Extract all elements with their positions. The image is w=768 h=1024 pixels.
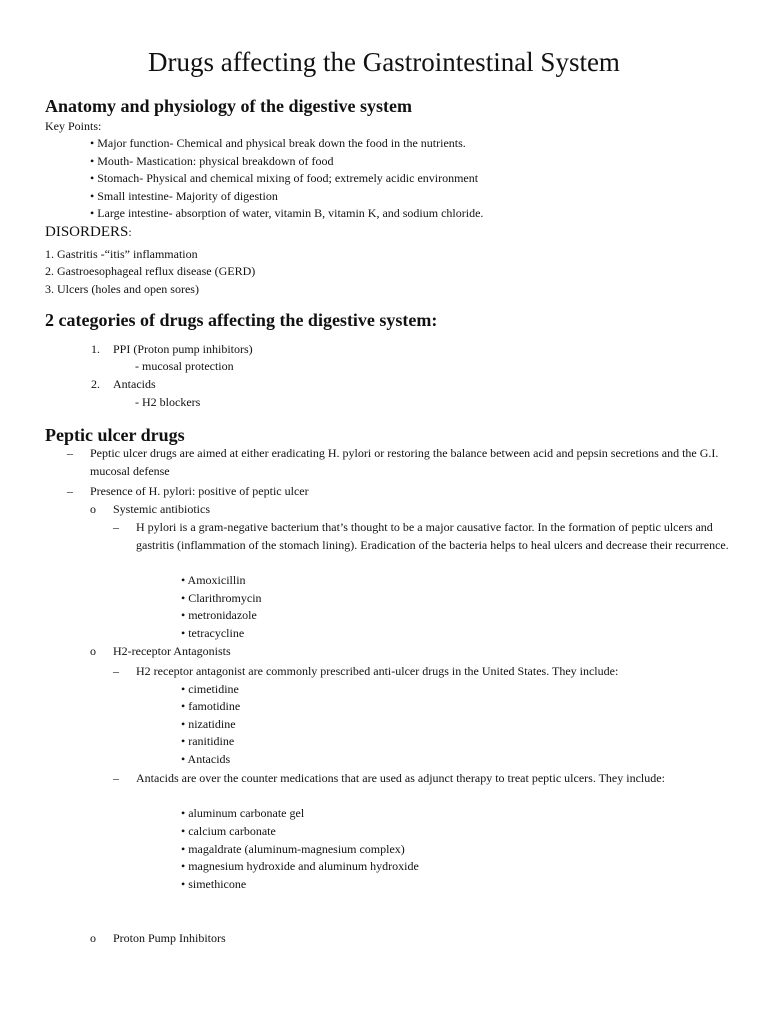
- category-number: 2.: [91, 377, 100, 391]
- drug-name: cimetidine: [188, 682, 239, 696]
- bullet-icon: •: [181, 717, 186, 731]
- drug-item: [181, 681, 239, 699]
- drug-item: [181, 876, 246, 894]
- drug-item: [181, 858, 419, 876]
- bullet-icon: •: [90, 171, 95, 185]
- bullet-icon: •: [181, 591, 186, 605]
- drug-name: tetracycline: [188, 626, 245, 640]
- antacids-text: Antacids are over the counter medications that are used as adjunct therapy to treat peptic ulcers. They include:: [136, 771, 665, 785]
- category-number: 1.: [91, 342, 100, 356]
- drug-name: metronidazole: [188, 608, 257, 622]
- document-title: Drugs affecting the Gastrointestinal System: [148, 47, 620, 77]
- drug-name: Clarithromycin: [188, 591, 262, 605]
- category-sub-item: [135, 358, 234, 376]
- drug-item: [181, 572, 246, 590]
- bullet-icon: •: [181, 824, 186, 838]
- bullet-icon: •: [181, 734, 186, 748]
- category-label: Antacids: [113, 377, 156, 391]
- drug-name: ranitidine: [188, 734, 235, 748]
- drug-item: [181, 805, 304, 823]
- key-point-item: [90, 205, 483, 223]
- categories-heading: 2 categories of drugs affecting the digestive system:: [45, 310, 438, 330]
- key-point-item: [90, 135, 466, 153]
- drug-item: [181, 698, 240, 716]
- disorder-item: 3. Ulcers (holes and open sores): [45, 282, 199, 296]
- bullet-icon: •: [90, 154, 95, 168]
- peptic-heading: Peptic ulcer drugs: [45, 425, 185, 445]
- dash-marker: –: [113, 664, 119, 678]
- key-point-item: [90, 153, 334, 171]
- bullet-icon: •: [181, 842, 186, 856]
- h2-antagonists-label: H2-receptor Antagonists: [113, 644, 231, 658]
- key-point-text: Large intestine- absorption of water, vitamin B, vitamin K, and sodium chloride.: [97, 206, 484, 220]
- peptic-intro: Peptic ulcer drugs are aimed at either eradicating H. pylori or restoring the balance between acid and pepsin secretions and the G.I. mucosal defense: [90, 446, 719, 478]
- circle-bullet: o: [90, 502, 96, 516]
- ppi-label: Proton Pump Inhibitors: [113, 931, 226, 945]
- key-point-item: [90, 170, 478, 188]
- drug-name: magaldrate (aluminum-magnesium complex): [188, 842, 405, 856]
- bullet-icon: •: [181, 806, 186, 820]
- disorders-heading-text: DISORDERS: [45, 224, 129, 240]
- disorder-item: 2. Gastroesophageal reflux disease (GERD): [45, 264, 256, 278]
- bullet-icon: •: [181, 752, 186, 766]
- peptic-presence: Presence of H. pylori: positive of peptic ulcer: [90, 484, 309, 498]
- drug-item: [181, 716, 236, 734]
- key-points-label: Key Points:: [45, 119, 102, 133]
- anatomy-heading: Anatomy and physiology of the digestive system: [45, 96, 413, 116]
- bullet-icon: •: [90, 136, 95, 150]
- dash-marker: –: [67, 484, 73, 498]
- drug-item: [181, 607, 257, 625]
- bullet-icon: •: [181, 573, 186, 587]
- systemic-antibiotics-text: H pylori is a gram-negative bacterium that’s thought to be a major causative factor. In the formation of peptic ulcers and gastritis (inflammation of the stomach lining). Eradication of the bacteria helps to heal ulcers and decrease their recurrence.: [136, 520, 729, 552]
- key-point-text: Major function- Chemical and physical break down the food in the nutrients.: [97, 136, 466, 150]
- systemic-antibiotics-label: Systemic antibiotics: [113, 502, 210, 516]
- disorders-heading: [45, 222, 132, 242]
- drug-name: Antacids: [187, 752, 231, 766]
- category-sub-text: H2 blockers: [142, 395, 201, 409]
- dash-marker: –: [67, 446, 73, 460]
- bullet-icon: •: [181, 608, 186, 622]
- disorders-colon: :: [128, 225, 132, 239]
- key-point-item: [90, 188, 278, 206]
- drug-name: nizatidine: [188, 717, 236, 731]
- dash-marker: –: [113, 520, 119, 534]
- dash-marker: –: [113, 771, 119, 785]
- drug-name: Amoxicillin: [187, 573, 246, 587]
- h2-antagonists-text: H2 receptor antagonist are commonly prescribed anti-ulcer drugs in the United States. They include:: [136, 664, 619, 678]
- category-label: PPI (Proton pump inhibitors): [113, 342, 253, 356]
- bullet-icon: •: [181, 699, 186, 713]
- drug-name: aluminum carbonate gel: [188, 806, 305, 820]
- dash-marker: -: [135, 359, 139, 373]
- key-point-text: Stomach- Physical and chemical mixing of food; extremely acidic environment: [97, 171, 479, 185]
- dash-marker: -: [135, 395, 139, 409]
- circle-bullet: o: [90, 931, 96, 945]
- category-sub-item: [135, 394, 200, 412]
- bullet-icon: •: [181, 626, 186, 640]
- bullet-icon: •: [90, 189, 95, 203]
- bullet-icon: •: [181, 859, 186, 873]
- drug-item: [181, 625, 244, 643]
- drug-item: [181, 823, 276, 841]
- drug-item: [181, 590, 262, 608]
- drug-name: simethicone: [188, 877, 247, 891]
- bullet-icon: •: [181, 877, 186, 891]
- bullet-icon: •: [181, 682, 186, 696]
- disorder-item: 1. Gastritis -“itis” inflammation: [45, 247, 198, 261]
- drug-item: [181, 733, 234, 751]
- category-sub-text: mucosal protection: [142, 359, 234, 373]
- drug-name: magnesium hydroxide and aluminum hydroxide: [188, 859, 419, 873]
- drug-item: [181, 841, 405, 859]
- drug-item: [181, 751, 230, 769]
- bullet-icon: •: [90, 206, 95, 220]
- key-point-text: Mouth- Mastication: physical breakdown of food: [97, 154, 334, 168]
- drug-name: calcium carbonate: [188, 824, 276, 838]
- circle-bullet: o: [90, 644, 96, 658]
- drug-name: famotidine: [188, 699, 241, 713]
- key-point-text: Small intestine- Majority of digestion: [97, 189, 278, 203]
